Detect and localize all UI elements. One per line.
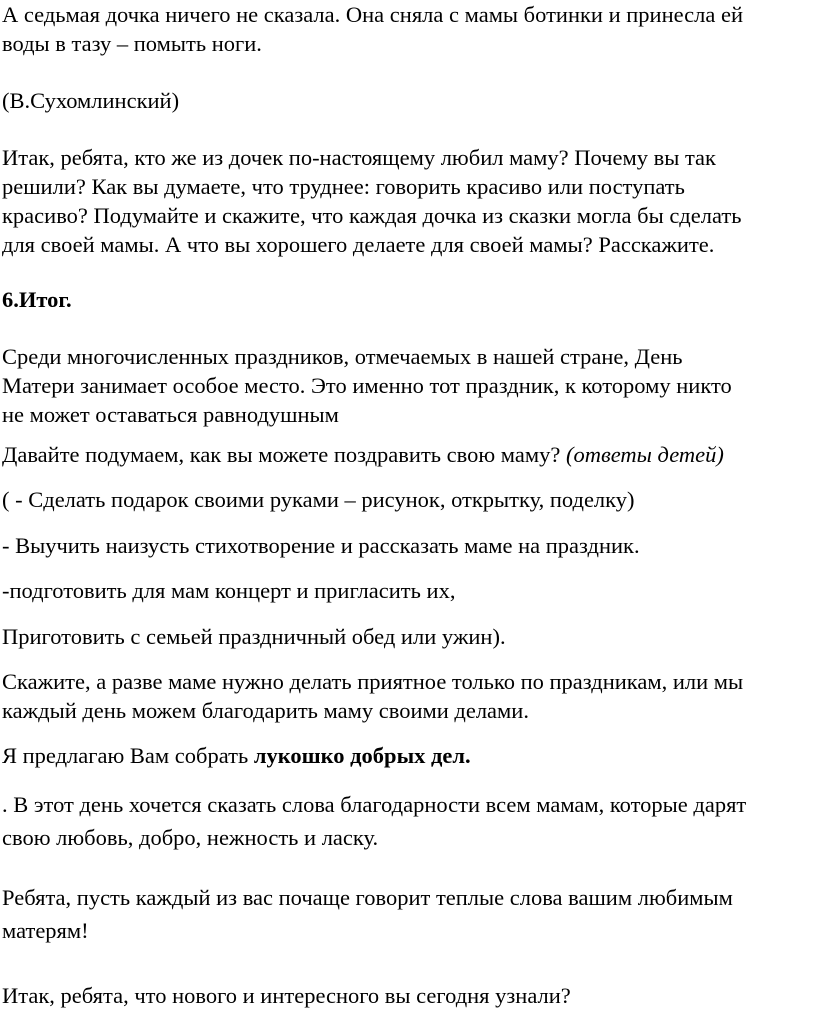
paragraph-story-ending xyxy=(2,0,814,58)
paragraph-congratulate-question xyxy=(2,440,814,469)
text-line: Скажите, а разве маме нужно делать приятное только по праздникам, или мы xyxy=(2,669,744,694)
paragraph-basket xyxy=(2,741,814,770)
list-item-gift xyxy=(2,485,814,514)
paragraph-gratitude xyxy=(2,788,814,854)
text-line: Итак, ребята, кто же из дочек по-настоящему любил маму? Почему вы так xyxy=(2,145,716,170)
text-line: - Выучить наизусть стихотворение и рассказать маме на праздник. xyxy=(2,533,640,558)
list-item-poem xyxy=(2,531,814,560)
author-attribution xyxy=(2,86,814,115)
text-line: Я предлагаю Вам собрать xyxy=(2,743,254,768)
text-line: Среди многочисленных праздников, отмечаемых в нашей стране, День xyxy=(2,344,683,369)
text-line: Давайте подумаем, как вы можете поздравить свою маму? xyxy=(2,442,566,467)
basket-emphasis: лукошко добрых дел. xyxy=(253,743,471,768)
text-line: Матери занимает особое место. Это именно тот праздник, к которому никто xyxy=(2,373,732,398)
text-line: (В.Сухомлинский) xyxy=(2,88,180,113)
text-line: ( - Сделать подарок своими руками – рисунок, открытку, поделку) xyxy=(2,487,635,512)
text-line: для своей мамы. А что вы хорошего делаете для своей мамы? Расскажите. xyxy=(2,232,715,257)
paragraph-mothers-day xyxy=(2,342,814,429)
text-line: свою любовь, добро, нежность и ласку. xyxy=(2,825,379,850)
text-line: Приготовить с семьей праздничный обед или ужин). xyxy=(2,624,506,649)
list-item-concert xyxy=(2,576,814,605)
paragraph-questions xyxy=(2,143,814,259)
text-line: . В этот день хочется сказать слова благодарности всем мамам, которые дарят xyxy=(2,792,747,817)
paragraph-every-day xyxy=(2,667,814,725)
text-line: красиво? Подумайте и скажите, что каждая дочка из сказки могла бы сделать xyxy=(2,203,742,228)
paragraph-final-question xyxy=(2,981,814,1010)
children-answers-note: (ответы детей) xyxy=(565,442,724,467)
text-line: -подготовить для мам концерт и пригласить их, xyxy=(2,578,456,603)
text-line: Ребята, пусть каждый из вас почаще говорит теплые слова вашим любимым xyxy=(2,885,733,910)
text-line: не может оставаться равнодушным xyxy=(2,402,339,427)
text-line: А седьмая дочка ничего не сказала. Она сняла с мамы ботинки и принесла ей xyxy=(2,2,744,27)
text-line: каждый день можем благодарить маму своими делами. xyxy=(2,698,529,723)
heading-text: 6.Итог. xyxy=(2,287,72,312)
text-line: решили? Как вы думаете, что труднее: говорить красиво или поступать xyxy=(2,174,685,199)
list-item-dinner xyxy=(2,622,814,651)
paragraph-warm-words xyxy=(2,881,814,947)
text-line: Итак, ребята, что нового и интересного вы сегодня узнали? xyxy=(2,983,571,1008)
text-line: воды в тазу – помыть ноги. xyxy=(2,31,262,56)
text-line: матерям! xyxy=(2,918,89,943)
section-heading xyxy=(2,285,814,314)
